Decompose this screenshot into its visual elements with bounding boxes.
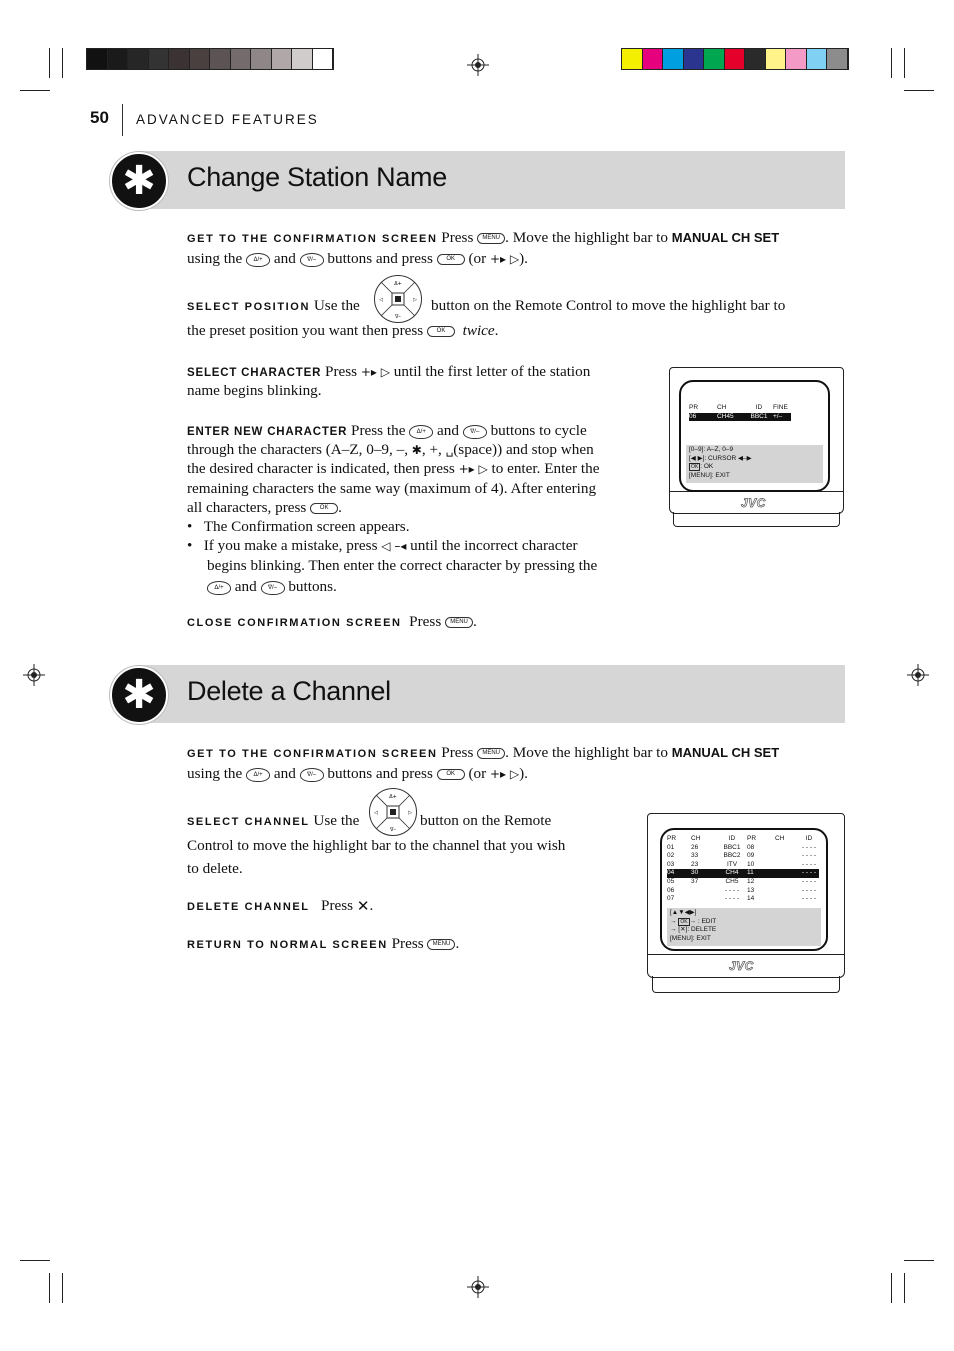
ok-button-icon: OK	[437, 254, 465, 265]
color-swatch	[149, 49, 170, 69]
svg-text:◁: ◁	[374, 810, 378, 816]
instruction-line: button on the Remote	[420, 812, 552, 829]
table-cell: 02	[667, 852, 675, 860]
channel-table	[667, 835, 819, 904]
table-cell: 12	[747, 877, 755, 885]
pr-down-button-icon: ∇/–	[463, 425, 487, 439]
plus-forward-icon: +▸	[489, 767, 507, 782]
crop-mark	[891, 1273, 892, 1303]
jvc-logo: JVC	[741, 496, 766, 510]
instruction-line: name begins blinking.	[187, 382, 322, 399]
instruction-line: GET TO THE CONFIRMATION SCREEN Press MENU . Move the highlight bar to MANUAL CH SET	[187, 229, 780, 246]
menu-button-icon: MENU	[477, 233, 505, 244]
table-cell: - - - -	[801, 895, 817, 903]
instruction-line: all characters, press OK .	[187, 499, 342, 516]
asterisk-icon: ✱	[110, 152, 168, 210]
section-title: Delete a Channel	[187, 676, 391, 706]
ok-button-icon: OK	[437, 769, 465, 780]
color-swatch	[766, 49, 787, 69]
table-cell: 01	[667, 843, 675, 851]
delete-x-icon: ✕	[356, 897, 370, 916]
plus-forward-icon: +▸	[360, 365, 377, 380]
instruction-line: GET TO THE CONFIRMATION SCREEN Press MENU . Move the highlight bar to MANUAL CH SET	[187, 744, 780, 761]
table-cell: 03	[667, 860, 675, 868]
table-cell: - - - -	[801, 843, 817, 851]
table-cell: CH	[775, 835, 785, 842]
pr-down-button-icon: ∇/–	[300, 253, 324, 267]
color-swatch	[272, 49, 293, 69]
instruction-line: through the characters (A–Z, 0–9, –, ✱, +, ␣(space)) and stop when	[187, 440, 594, 460]
table-cell: ID	[728, 835, 736, 842]
registration-mark-icon	[23, 664, 45, 686]
color-swatch	[87, 49, 108, 69]
crop-mark	[49, 48, 50, 78]
minus-back-icon: –◂	[394, 539, 407, 554]
crop-mark	[904, 48, 905, 78]
color-bars	[621, 48, 849, 70]
step-label: RETURN TO NORMAL SCREEN	[187, 939, 388, 951]
svg-text:∇–: ∇–	[390, 827, 396, 833]
table-cell: 30	[691, 869, 699, 877]
bullet-item: Δ/+ and ∇/– buttons.	[207, 577, 337, 596]
page-number: 50	[90, 108, 109, 127]
instruction-line: remaining characters the same way (maximum of 4). After entering	[187, 480, 597, 497]
color-swatch	[684, 49, 705, 69]
instruction-line: ENTER NEW CHARACTER Press the Δ/+ and ∇/– buttons to cycle	[187, 422, 587, 439]
crop-mark	[62, 1273, 63, 1303]
table-cell: 05	[667, 877, 675, 885]
color-swatch	[622, 49, 643, 69]
table-cell: 09	[747, 852, 755, 860]
color-swatch	[786, 49, 807, 69]
tv-screen: PR CH ID FINE 06 CH45 BBC1 +/– [0–9]: A–Z, 0–9 [◀ ▶]: CURSOR ◀–▶ OK : OK [MENU]: EXIT	[679, 380, 830, 492]
step-label: DELETE CHANNEL	[187, 901, 310, 913]
table-cell: ID	[805, 835, 813, 842]
color-swatch	[745, 49, 766, 69]
table-row	[667, 852, 819, 861]
instruction-line: SELECT POSITION Use the	[187, 297, 360, 314]
table-cell: - - - -	[801, 852, 817, 860]
color-swatch	[108, 49, 129, 69]
ok-button-icon: OK	[427, 326, 455, 337]
table-row	[667, 844, 819, 853]
crop-mark	[62, 48, 63, 78]
instruction-line: SELECT CHARACTER Press +▸ ▷ until the first letter of the station	[187, 362, 590, 383]
color-swatch	[807, 49, 828, 69]
pr-up-button-icon: Δ/+	[207, 581, 231, 595]
right-triangle-icon: ▷	[509, 767, 520, 782]
right-triangle-icon: ▷	[380, 365, 390, 380]
table-cell: - - - -	[801, 869, 817, 877]
instruction-line: DELETE CHANNEL Press ✕.	[187, 897, 374, 916]
menu-button-icon: MENU	[477, 748, 505, 759]
table-cell: 06	[667, 886, 675, 894]
table-row	[667, 861, 819, 870]
table-cell: BBC1	[723, 843, 741, 851]
left-triangle-icon: ◁	[381, 539, 391, 554]
instruction-line: to delete.	[187, 860, 243, 877]
table-cell: 11	[747, 869, 754, 877]
table-cell	[691, 895, 717, 904]
svg-text:Δ+: Δ+	[394, 281, 402, 287]
registration-mark-icon	[467, 54, 489, 76]
plus-forward-icon: +▸	[458, 462, 475, 477]
crop-mark	[20, 90, 50, 91]
table-cell: CH	[691, 835, 701, 842]
step-label: CLOSE CONFIRMATION SCREEN	[187, 617, 402, 629]
svg-text:Δ+: Δ+	[389, 794, 397, 800]
table-cell	[691, 887, 717, 896]
right-triangle-icon: ▷	[509, 252, 520, 267]
table-cell: - - - -	[724, 895, 740, 903]
jvc-logo: JVC	[729, 959, 754, 973]
osd-text: MANUAL CH SET	[671, 230, 780, 245]
table-row	[667, 895, 819, 904]
table-cell: PR	[747, 835, 757, 842]
table-cell: - - - -	[801, 877, 817, 885]
table-row	[667, 878, 819, 887]
remote-dpad-icon	[369, 788, 417, 836]
color-swatch	[128, 49, 149, 69]
right-triangle-icon: ▷	[478, 462, 488, 477]
ok-button-icon: OK	[310, 503, 338, 514]
table-cell: - - - -	[801, 886, 817, 894]
step-label: SELECT CHANNEL	[187, 816, 310, 828]
color-swatch	[210, 49, 231, 69]
tv-illustration	[669, 367, 845, 531]
table-cell	[775, 869, 799, 878]
table-cell	[775, 878, 799, 887]
bullet-item: • The Confirmation screen appears.	[187, 518, 410, 535]
table-cell	[775, 844, 799, 853]
plus-forward-icon: +▸	[489, 252, 507, 267]
color-swatch	[827, 49, 848, 69]
step-label: GET TO THE CONFIRMATION SCREEN	[187, 748, 438, 760]
crop-mark	[904, 1260, 934, 1261]
color-swatch	[643, 49, 664, 69]
table-cell: 07	[667, 895, 675, 903]
asterisk-icon: ✱	[411, 443, 422, 458]
pr-down-button-icon: ∇/–	[300, 768, 324, 782]
table-row	[667, 887, 819, 896]
instruction-line: button on the Remote Control to move the highlight bar to	[431, 297, 786, 314]
table-row	[667, 835, 819, 844]
table-cell: 10	[747, 860, 755, 868]
gray-scale-bars	[86, 48, 334, 70]
instruction-line: the preset position you want then press OK twice.	[187, 322, 499, 339]
table-cell: - - - -	[724, 886, 740, 894]
step-label: SELECT CHARACTER	[187, 367, 322, 379]
pr-up-button-icon: Δ/+	[409, 425, 433, 439]
color-swatch	[663, 49, 684, 69]
tv-menu-panel: [▲▼◀▶] → OK → : EDIT → [✕]: DELETE [MENU]: EXIT	[667, 908, 821, 946]
instruction-line: the desired character is indicated, then press +▸ ▷ to enter. Enter the	[187, 459, 599, 479]
instruction-line: Control to move the highlight bar to the channel that you wish	[187, 837, 566, 854]
crop-mark	[904, 90, 934, 91]
registration-mark-icon	[467, 1276, 489, 1298]
color-swatch	[231, 49, 252, 69]
svg-text:▷: ▷	[413, 297, 417, 303]
color-swatch	[725, 49, 746, 69]
table-cell: CH5	[725, 877, 739, 885]
pr-up-button-icon: Δ/+	[246, 768, 270, 782]
color-swatch	[169, 49, 190, 69]
header-divider	[122, 104, 123, 136]
osd-text: MANUAL CH SET	[671, 745, 780, 760]
color-swatch	[251, 49, 272, 69]
table-cell: BBC2	[723, 852, 741, 860]
section-title: Change Station Name	[187, 162, 447, 192]
asterisk-icon: ✱	[110, 666, 168, 724]
table-cell: CH4	[725, 869, 739, 877]
color-swatch	[704, 49, 725, 69]
instruction-line: using the Δ/+ and ∇/– buttons and press OK (or +▸ ▷).	[187, 249, 528, 269]
bullet-item: • If you make a mistake, press ◁ –◂ until the incorrect character	[187, 536, 578, 556]
color-swatch	[313, 49, 334, 69]
instruction-line: using the Δ/+ and ∇/– buttons and press OK (or +▸ ▷).	[187, 764, 528, 784]
pr-up-button-icon: Δ/+	[246, 253, 270, 267]
bullet-item: begins blinking. Then enter the correct character by pressing the	[207, 557, 598, 574]
table-cell: 23	[691, 860, 699, 868]
table-cell: 04	[667, 869, 675, 877]
instruction-line: SELECT CHANNEL Use the	[187, 812, 360, 829]
table-cell	[775, 861, 799, 870]
table-cell	[775, 887, 799, 896]
table-cell	[775, 852, 799, 861]
space-icon: ␣	[445, 443, 454, 458]
crop-mark	[904, 1273, 905, 1303]
table-row	[667, 869, 819, 878]
tv-menu-panel: [0–9]: A–Z, 0–9 [◀ ▶]: CURSOR ◀–▶ OK : OK [MENU]: EXIT	[686, 445, 823, 483]
table-cell: 13	[747, 886, 755, 894]
table-cell: 14	[747, 895, 755, 903]
table-cell: 08	[747, 843, 755, 851]
svg-text:∇–: ∇–	[395, 314, 401, 320]
step-label: GET TO THE CONFIRMATION SCREEN	[187, 233, 438, 245]
registration-mark-icon	[907, 664, 929, 686]
remote-dpad-icon	[374, 275, 422, 323]
tv-illustration	[647, 813, 845, 999]
svg-text:▷: ▷	[408, 810, 412, 816]
table-cell: 26	[691, 843, 699, 851]
svg-text:◁: ◁	[379, 297, 383, 303]
table-cell: 37	[691, 877, 699, 885]
table-cell: - - - -	[801, 860, 817, 868]
crop-mark	[49, 1273, 50, 1303]
color-swatch	[292, 49, 313, 69]
table-cell: 33	[691, 852, 699, 860]
step-label: ENTER NEW CHARACTER	[187, 426, 348, 438]
instruction-line: CLOSE CONFIRMATION SCREEN Press MENU .	[187, 613, 477, 630]
table-cell: ITV	[726, 860, 738, 868]
table-cell	[775, 895, 799, 904]
tv-screen	[660, 828, 828, 951]
table-cell: PR	[667, 835, 677, 842]
crop-mark	[20, 1260, 50, 1261]
menu-button-icon: MENU	[427, 939, 455, 950]
color-swatch	[190, 49, 211, 69]
pr-down-button-icon: ∇/–	[261, 581, 285, 595]
crop-mark	[891, 48, 892, 78]
menu-button-icon: MENU	[445, 617, 473, 628]
step-label: SELECT POSITION	[187, 301, 311, 313]
instruction-line: RETURN TO NORMAL SCREEN Press MENU .	[187, 935, 460, 952]
section-header: ADVANCED FEATURES	[136, 112, 319, 127]
